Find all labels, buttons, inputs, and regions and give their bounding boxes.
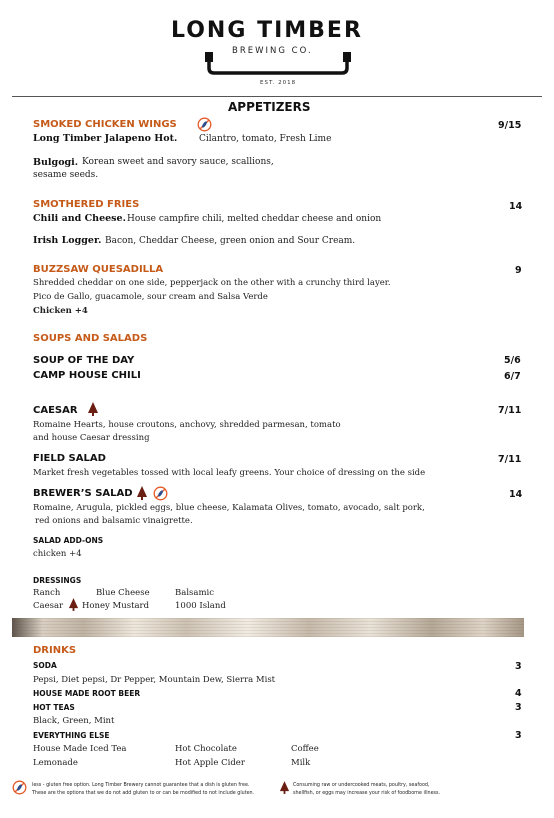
everything-else-name: EVERYTHING ELSE [33,731,110,740]
tree-icon [279,780,290,795]
drink-item: Hot Apple Cider [175,758,245,768]
tree-icon [87,402,99,416]
drink-item: Hot Chocolate [175,744,237,754]
chili-cheese-name: Chili and Cheese. [33,213,126,224]
fries-price: 14 [509,201,523,212]
dressing-item: Ranch [33,588,61,598]
established-text: EST. 2018 [260,80,297,86]
salad-addon-item: chicken +4 [33,549,82,559]
drink-item: Coffee [291,744,319,754]
hot-teas-items: Black, Green, Mint [33,716,115,726]
drink-item: House Made Iced Tea [33,744,127,754]
field-salad-name: FIELD SALAD [33,453,106,464]
brand-name: LONG TIMBER [171,18,363,43]
chili-price: 6/7 [504,371,521,382]
raw-food-warning-1: Consuming raw or undercooked meats, poultry, seafood, [293,783,430,788]
dressing-item: Caesar [33,601,64,611]
brewers-salad-price: 14 [509,489,523,500]
tree-icon [136,486,148,500]
dressing-item: 1000 Island [175,601,226,611]
saw-logo-icon [203,52,353,76]
bulgogi-name: Bulgogi. [33,157,79,168]
dressings-title: DRESSINGS [33,576,82,585]
gluten-free-icon [197,117,212,132]
gluten-free-icon [153,486,168,501]
field-salad-price: 7/11 [498,454,522,465]
hot-teas-name: HOT TEAS [33,703,75,712]
dressing-item: Blue Cheese [96,588,150,598]
dressing-item: Balsamic [175,588,215,598]
appetizers-title: APPETIZERS [228,100,311,114]
fries-name: SMOTHERED FRIES [33,199,140,210]
wings-price: 9/15 [498,120,522,131]
wings-flavor-desc: Cilantro, tomato, Fresh Lime [199,134,332,144]
soups-salads-title: SOUPS AND SALADS [33,333,148,344]
gluten-free-note-2: These are the options that we do not add gluten to or can be modified to not include gluten. [32,791,255,796]
hot-teas-price: 3 [515,702,522,713]
drink-item: Milk [291,758,311,768]
chili-cheese-desc: House campfire chili, melted cheddar cheese and onion [127,214,382,224]
irish-logger-desc: Bacon, Cheddar Cheese, green onion and Sour Cream. [105,236,356,246]
gluten-free-note-1: less - gluten free option. Long Timber Brewery cannot guarantee that a dish is gluten free. [32,783,250,788]
soup-of-day-name: SOUP OF THE DAY [33,355,135,366]
brewers-salad-desc-2: red onions and balsamic vinaigrette. [35,516,193,526]
salad-addons-title: SALAD ADD-ONS [33,536,104,545]
soda-price: 3 [515,661,522,672]
brewers-salad-name: BREWER’S SALAD [33,488,133,499]
caesar-name: CAESAR [33,405,78,416]
root-beer-name: HOUSE MADE ROOT BEER [33,689,141,698]
root-beer-price: 4 [515,688,522,699]
dressing-item: Honey Mustard [82,601,150,611]
wings-name: SMOKED CHICKEN WINGS [33,119,177,130]
quesadilla-name: BUZZSAW QUESADILLA [33,264,164,275]
quesadilla-desc-2: Pico de Gallo, guacamole, sour cream and Salsa Verde [33,292,268,302]
bulgogi-desc: Korean sweet and savory sauce, scallions, [82,157,274,167]
quesadilla-addon: Chicken +4 [33,306,88,316]
bulgogi-desc-line2: sesame seeds. [33,170,99,180]
chili-name: CAMP HOUSE CHILI [33,370,141,381]
wood-divider [12,618,524,637]
tree-icon [68,598,79,611]
soda-name: SODA [33,661,57,670]
brewers-salad-desc-1: Romaine, Arugula, pickled eggs, blue cheese, Kalamata Olives, tomato, avocado, salt pork, [33,503,425,513]
gluten-free-icon [12,780,27,795]
brand-subtitle: BREWING CO. [232,46,313,56]
raw-food-warning-2: shellfish, or eggs may increase your risk of foodborne illness. [293,791,441,796]
soda-items: Pepsi, Diet pepsi, Dr Pepper, Mountain Dew, Sierra Mist [33,675,276,685]
everything-else-price: 3 [515,730,522,741]
caesar-desc-2: and house Caesar dressing [33,433,150,443]
irish-logger-name: Irish Logger. [33,235,102,246]
drink-item: Lemonade [33,758,78,768]
soup-of-day-price: 5/6 [504,355,521,366]
caesar-desc-1: Romaine Hearts, house croutons, anchovy, shredded parmesan, tomato [33,420,341,430]
caesar-price: 7/11 [498,405,522,416]
field-salad-desc: Market fresh vegetables tossed with local leafy greens. Your choice of dressing on the side [33,468,426,478]
quesadilla-price: 9 [515,265,522,276]
quesadilla-desc-1: Shredded cheddar on one side, pepperjack on the other with a crunchy third layer. [33,278,391,288]
wings-flavor-name: Long Timber Jalapeno Hot. [33,133,178,144]
drinks-title: DRINKS [33,645,77,656]
header-divider [12,96,542,97]
